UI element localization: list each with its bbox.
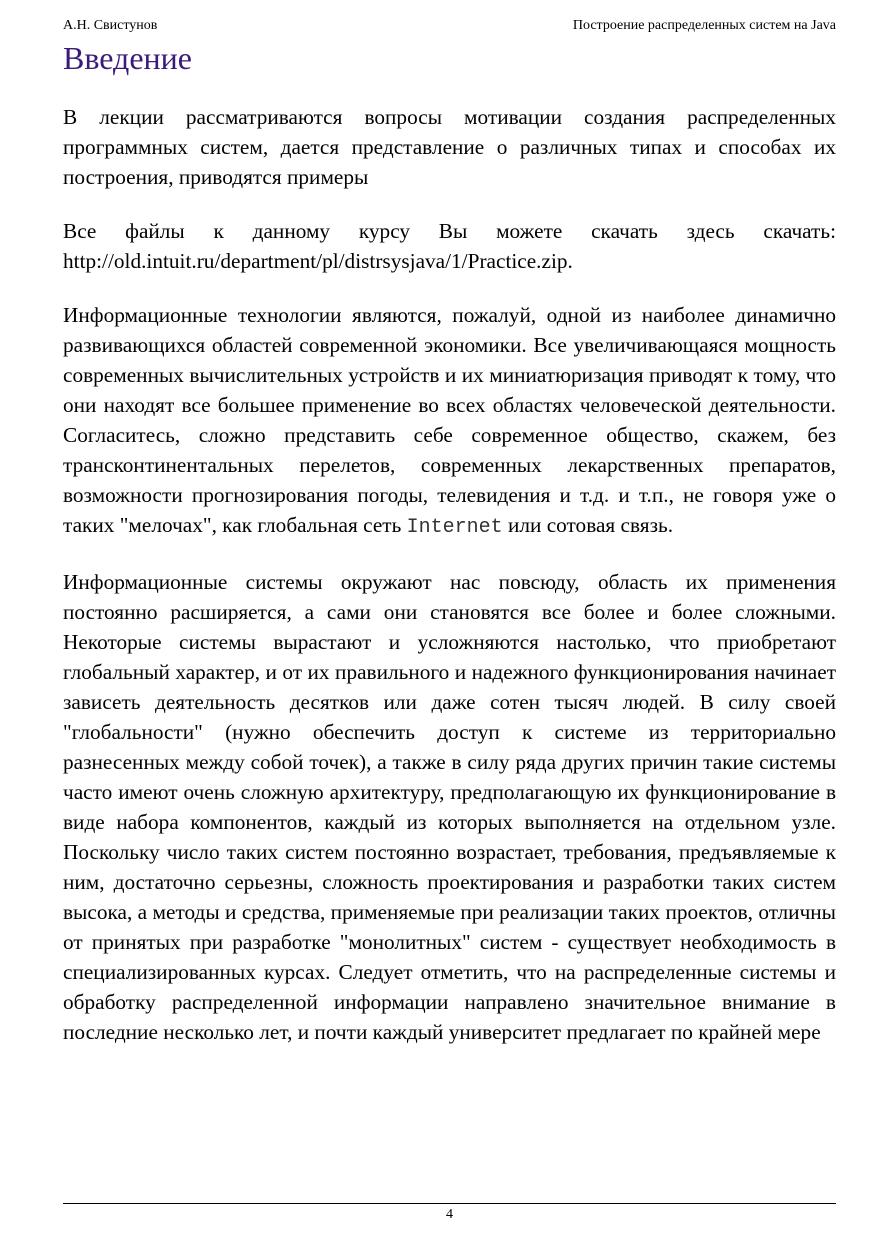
section-title: Введение xyxy=(63,40,192,76)
paragraph-download: Все файлы к данному курсу Вы можете скачать здесь скачать: http://old.intuit.ru/department/pl/distrsysjava/1/Practice.zip. xyxy=(63,219,836,273)
paragraph-intro: В лекции рассматриваются вопросы мотивации создания распределенных программных систем, дается представление о различных типах и способах их построения, приводятся примеры xyxy=(63,105,836,189)
document-page xyxy=(63,0,836,1241)
paragraph-it-technologies-text: Информационные технологии являются, пожалуй, одной из наиболее динамично развивающихся областей современной экономики. Все увеличивающаяся мощность современных вычислительных устройств и их миниатюризация приводят к тому, что они находят все большее применение во всех областях человеческой деятельности. Согласитесь, сложно представить себе современное общество, скажем, без трансконтинентальных перелетов, современных лекарственных препаратов, возможности прогнозирования погоды, телевидения и т.д. и т.п., не говоря уже о таких "мелочах", как глобальная сеть xyxy=(63,303,836,537)
header-course-title: Построение распределенных систем на Java xyxy=(572,18,836,33)
header-author: А.Н. Свистунов xyxy=(63,18,158,33)
internet-term: Internet xyxy=(406,516,503,539)
footer-rule xyxy=(63,1203,836,1204)
body-text xyxy=(63,102,836,1071)
paragraph-information-systems: Информационные системы окружают нас повсюду, область их применения постоянно расширяется, а сами они становятся все более и более сложными. Некоторые системы вырастают и усложняются настолько, что приобретают глобальный характер, и от их правильного и надежного функционирования начинает зависеть деятельность десятков или даже сотен тысяч людей. В силу своей "глобальности" (нужно обеспечить доступ к системе из территориально разнесенных между собой точек), а также в силу ряда других причин такие системы часто имеют очень сложную архитектуру, предполагающую их функционирование в виде набора компонентов, каждый из которых выполняется на отдельном узле. Поскольку число таких систем постоянно возрастает, требования, предъявляемые к ним, достаточно серьезны, сложность проектирования и разработки таких систем высока, а методы и средства, применяемые при реализации таких проектов, отличны от принятых при разработке "монолитных" систем - существует необходимость в специализированных курсах. Следует отметить, что на распределенные системы и обработку распределенной информации направлено значительное внимание в последние несколько лет, и почти каждый университет предлагает по крайней мере xyxy=(63,570,836,1044)
paragraph-it-technologies-end: или сотовая связь. xyxy=(507,513,674,537)
paragraph-it-technologies xyxy=(63,300,836,543)
page-number: 4 xyxy=(446,1207,453,1222)
